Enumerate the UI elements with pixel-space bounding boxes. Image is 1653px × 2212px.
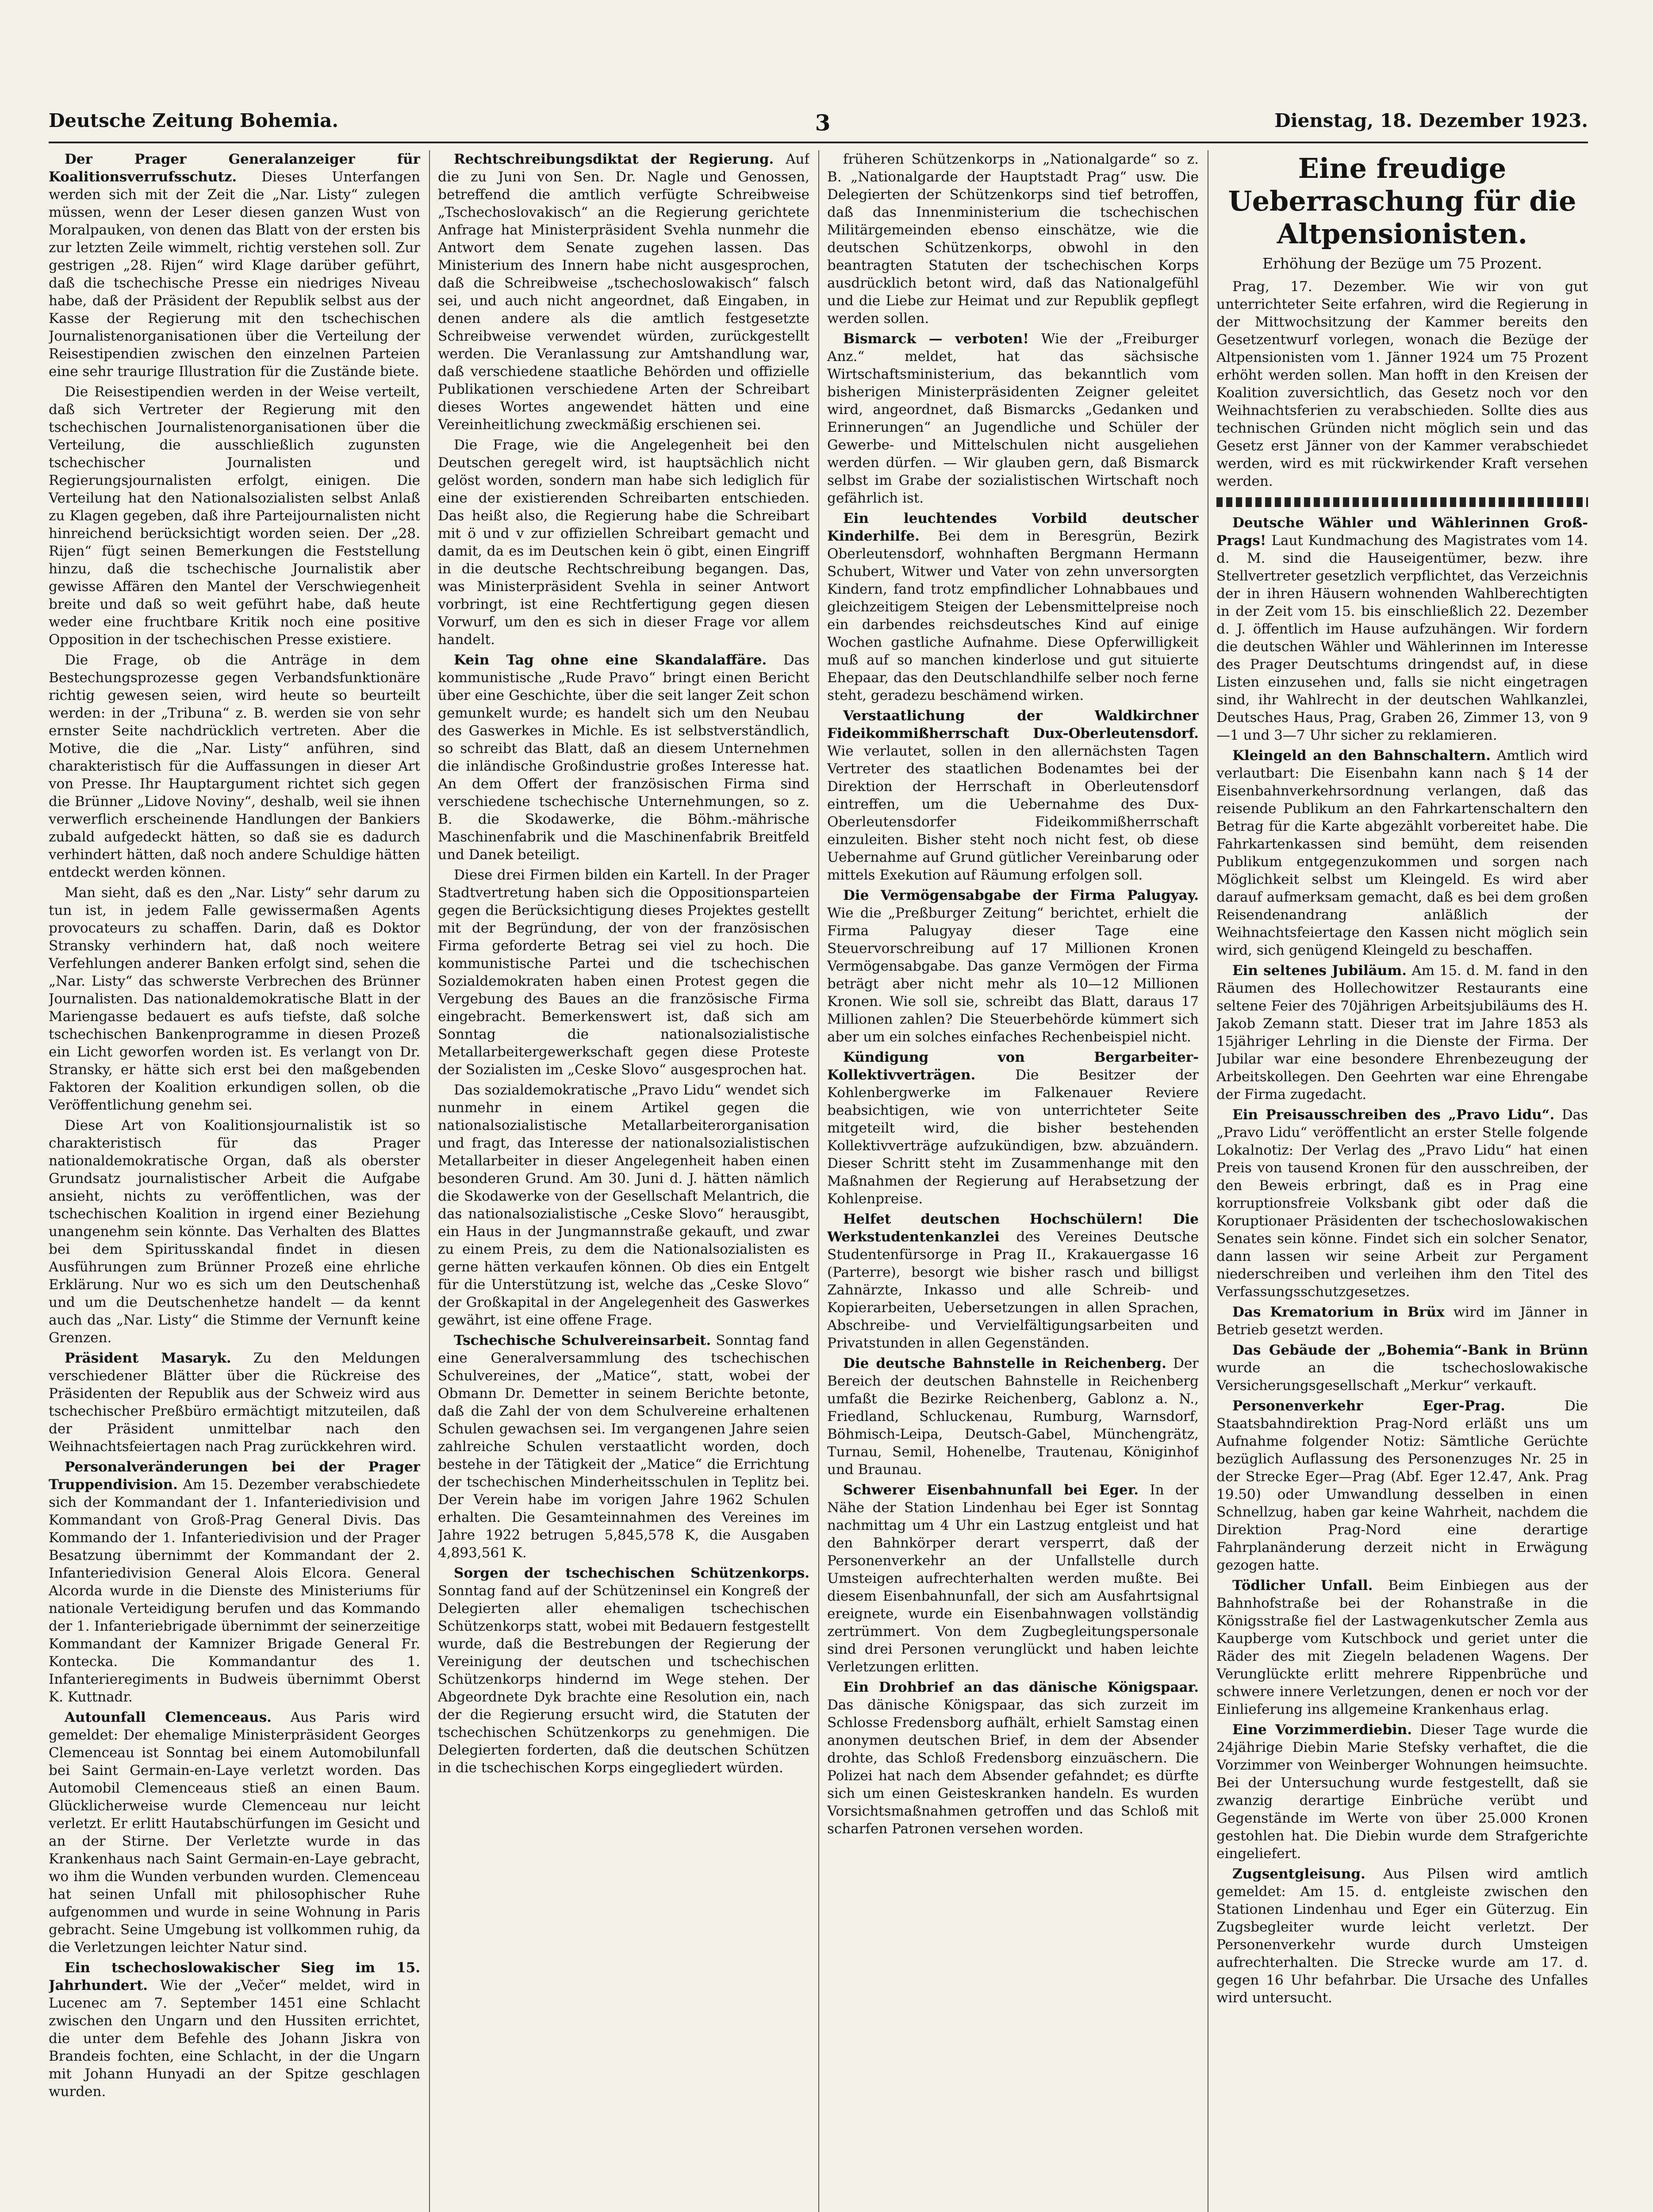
article-paragraph (827, 510, 1199, 704)
article-text: Am 15. d. M. fand in den Räumen des Hollechowitzer Restaurants eine seltene Feier des 70jährigen Arbeitsjubiläums des H. Jakob Zemann statt. Dieser trat im Jahre 1853 als 15jähriger Lehrling in die Dienste der Firma. Der Jubilar war eine besondere Ehrenbezeugung der Arbeitskollegen. Den Geehrten war eine Ehrengabe der Firma zugedacht. (1216, 963, 1588, 1102)
article-text: Wie die „Preßburger Zeitung“ berichtet, erhielt die Firma Palugyay dieser Tage eine Steuervorschreibung auf 17 Millionen Kronen Vermögensabgabe. Das ganze Vermögen der Firma beträgt aber nicht mehr als 10—12 Millionen Kronen. Wie soll sie, schreibt das Blatt, daraus 17 Millionen zahlen? Die Steuerbehörde kümmert sich aber um ein solches einfaches Rechenbeispiel nicht. (827, 905, 1199, 1045)
article-text: Das dänische Königspaar, das sich zurzeit im Schlosse Fredensborg aufhält, erhielt Samstag einen anonymen deutschen Brief, in dem der Absender drohte, das Schloß Fredensborg einzuäschern. Die Polizei hat nach dem Absender gefahndet; es dürfte sich um einen Geisteskranken handeln. Es wurden Vorsichtsmaßnahmen getroffen und das Schloß mit scharfen Patronen versehen worden. (827, 1697, 1199, 1837)
article-paragraph (1216, 1721, 1588, 1863)
article-paragraph (827, 1210, 1199, 1352)
article-heading: Das Krematorium in Brüx (1232, 1304, 1445, 1320)
article-text: Das „Pravo Lidu“ veröffentlicht an erster Stelle folgende Lokalnotiz: Der Verlag des „Pravo Lidu“ hat einen Preis von tausend Kronen für den ausschreiben, der den Beweis erbringt, daß es in Prag eine korruptionsfreie Volksbank gibt oder daß die Koruptionaer Präsidenten der tschechoslowakischen Senates sein könne. Findet sich ein solcher Senator, dann lassen wir seine Arbeit zur Pergament niederschreiben und verleihen ihm den Titel des Verfassungsschutzgesetzes. (1216, 1107, 1588, 1300)
article-columns (49, 150, 1588, 2212)
article-text: Die Reisestipendien werden in der Weise verteilt, daß sich Vertreter der Regierung mit den tschechischen Journalistenorganisationen über die Verteilung, die ausschließlich zugunsten tschechischer Journalisten und Regierungsjournalisten erfolgt, einigen. Die Verteilung hat den Nationalsozialisten selbst Anlaß zu Klagen gegeben, daß ihre Parteijournalisten nicht hinreichend berücksichtigt worden seien. Der „28. Rijen“ fügt seinen Bemerkungen die Feststellung hinzu, daß die tschechische Journalistik aber gewisse Affären den Mantel der Verschwiegenheit breite und daß so weit geführt habe, daß heute weder eine fruchtbare Kritik noch eine positive Opposition in der tschechischen Presse existiere. (49, 384, 420, 648)
article-heading: Verstaatlichung der Waldkirchner Fideikommißherrschaft Dux-Oberleutensdorf. (827, 708, 1199, 741)
article-paragraph (1216, 1397, 1588, 1574)
article-text: Die Besitzer der Kohlenbergwerke im Falkenauer Reviere beabsichtigen, wie von unterrichteter Seite mitgeteilt wird, die bisher bestehenden Kollektivverträge aufzukündigen, bzw. abzuändern. Dieser Schritt steht im Zusammenhange mit den Maßnahmen der Regierung auf Herabsetzung der Kohlenpreise. (827, 1067, 1199, 1207)
paper-name: Deutsche Zeitung Bohemia. (49, 110, 338, 131)
page-header (49, 106, 1588, 143)
article-text: Die Staatsbahndirektion Prag-Nord erläßt uns um Aufnahme folgender Notiz: Sämtliche Gerüchte bezüglich Auflassung des Personenzuges Nr. 25 in der Strecke Eger—Prag (Abf. Eger 12.47, Ank. Prag 19.50) oder Umwandlung desselben in einen Schnellzug, haben gar keine Wahrheit, nachdem die Direktion Prag-Nord eine derartige Fahrplanänderung derzeit nicht in Erwägung gezogen hatte. (1216, 1398, 1588, 1573)
article-paragraph (438, 1332, 809, 1562)
article-paragraph (438, 651, 809, 864)
article-heading: Präsident Masaryk. (65, 1350, 231, 1366)
article-text: Die Frage, ob die Anträge in dem Bestechungsprozesse gegen Verbandsfunktionäre richtig gewesen seien, wird heute so beurteilt werden: in der „Tribuna“ z. B. werden sie von sehr ernster Seite nachdrücklich vertreten. Aber die Motive, die die „Nar. Listy“ anführen, sind charakteristisch für die Auffassungen in dieser Art von Presse. Ihr Hauptargument richtet sich gegen die Brünner „Lidove Noviny“, deshalb, weil sie ihnen verwerflich erscheinende Handlungen der Bankiers zubald aufgedeckt hätten, so daß sie es dadurch verhindert hätten, daß noch andere Schuldige hätten entdeckt werden können. (49, 652, 420, 880)
column-4 (1216, 150, 1588, 2212)
article-text: Aus Paris wird gemeldet: Der ehemalige Ministerpräsident Georges Clemenceau ist Sonntag bei einem Automobilunfall bei Saint Germain-en-Laye verletzt worden. Das Automobil Clemenceaus stieß an einen Baum. Glücklicherweise wurde Clemenceau nur leicht verletzt. Er erlitt Hautabschürfungen im Gesicht und an der Stirne. Der Verletzte wurde in das Krankenhaus nach Saint Germain-en-Laye gebracht, wo ihm die Wunden verbunden wurden. Clemenceau hat seinen Unfall mit philosophischer Ruhe aufgenommen und wurde in seine Wohnung in Paris gebracht. Seine Umgebung ist vollkommen ruhig, da die Verletzungen leichter Natur sind. (49, 1709, 420, 1955)
article-paragraph (49, 1458, 420, 1706)
article-heading: Ein Drohbrief an das dänische Königspaar. (843, 1679, 1199, 1695)
article-paragraph (827, 1481, 1199, 1676)
article-heading: Zugsentgleisung. (1232, 1866, 1365, 1882)
article-paragraph (49, 383, 420, 649)
article-text: Prag, 17. Dezember. Wie wir von gut unterrichteter Seite erfahren, wird die Regierung in der Mittwochsitzung der Kammer bereits den Gesetzentwurf vorlegen, wonach die Bezüge der Altpensionisten vom 1. Jänner 1924 um 75 Prozent erhöht werden sollen. Man hofft in den Kreisen der Koalition zuversichtlich, das Gesetz noch vor den Weihnachtsferien zu verabschieden. Sollte dies aus technischen Gründen nicht möglich sein und das Gesetz erst Jänner von der Kammer verabschiedet werden, wird es mit rückwirkender Kraft versehen werden. (1216, 279, 1588, 489)
article-paragraph (49, 1117, 420, 1347)
article-paragraph (1216, 962, 1588, 1103)
column-1 (49, 150, 420, 2212)
column-rule (429, 150, 430, 2212)
page-number: 3 (815, 110, 831, 136)
article-text: Dieses Unterfangen werden sich mit der Zeit die „Nar. Listy“ zulegen müssen, wenn der Leser diesen ganzen Wust von Moralpauken, von denen das Blatt von der ersten bis zur letzten Zeile wimmelt, richtig verstehen soll. Zur gestrigen „28. Rijen“ wird Klage darüber geführt, daß die tschechische Presse ein niedriges Niveau habe, daß der Präsident der Republik selbst aus der Kasse der Regierung mit den tschechischen Journalistenorganisationen über die Verteilung der Reisestipendien zwischen den einzelnen Parteien eine sehr traurige Illustration für die Zustände biete. (49, 169, 420, 380)
article-heading: Ein tschechoslowakischer Sieg im 15. Jahrhundert. (49, 1960, 420, 1993)
lead-article-subtitle: Erhöhung der Bezüge um 75 Prozent. (1262, 255, 1542, 272)
article-text: Dieser Tage wurde die 24jährige Diebin Marie Stefsky verhaftet, die die Vorzimmer von Weinberger Wohnungen heimsuchte. Bei der Untersuchung wurde festgestellt, daß sie zwanzig derartige Einbrüche verübt und Gegenstände im Werte von über 25.000 Kronen gestohlen hat. Die Diebin wurde dem Strafgerichte eingeliefert. (1216, 1722, 1588, 1862)
article-heading: Personenverkehr Eger-Prag. (1232, 1398, 1505, 1414)
article-text: Beim Einbiegen aus der Bahnhofstraße bei der Rohanstraße in die Königsstraße fiel der Lastwagenkutscher Zemla aus Kaupberge vom Kutschbock und geriet unter die Räder des mit Ziegeln beladenen Wagens. Der Verunglückte erlitt mehrere Rippenbrüche und schwere innere Verletzungen, denen er noch vor der Einlieferung ins allgemeine Krankenhaus erlag. (1216, 1578, 1588, 1717)
article-text: Man sieht, daß es den „Nar. Listy“ sehr darum zu tun ist, in jedem Falle gewissermaßen Agents provocateurs zu schaffen. Darin, daß es Doktor Stransky verhindern hat, daß noch weitere Verfehlungen anderer Banken erfolgt sind, sehen die „Nar. Listy“ das schwerste Verbrechen des Brünner Journalisten. Das nationaldemokratische Blatt in der Mariengasse bedauert es aufs tiefste, daß solche tschechischen Bankenprogramme in diesen Prozeß ein Licht geworfen worden ist. Es verlangt von Dr. Stransky, er hätte sich erst bei den maßgebenden Faktoren der Koalition erkundigen sollen, ob die Veröffentlichung genehm sei. (49, 885, 420, 1113)
article-text: Auf die zu Juni von Sen. Dr. Nagle und Genossen, betreffend die amtlich verfügte Schreibweise „Tschechoslovakisch“ an die Regierung gerichtete Anfrage hat Ministerpräsident Svehla nunmehr die Antwort dem Senate zugehen lassen. Das Ministerium des Innern habe nicht ausgesprochen, daß die Schreibweise „tschechoslowakisch“ falsch sei, und auch nicht angeordnet, daß Eingaben, in denen andere als die amtlich festgesetzte Schreibweise verwendet würden, zurückgestellt werden. Die Veranlassung zur Amtshandlung war, daß verschiedene staatliche Behörden und offizielle Publikationen verschiedene Arten der Schreibart dieses Wortes angewendet hätten und eine Vereinheitlichung zweckmäßig erschienen sei. (438, 151, 809, 433)
article-heading: Schwerer Eisenbahnunfall bei Eger. (843, 1482, 1139, 1498)
article-paragraph (827, 150, 1199, 327)
lead-article-title: Eine freudige Ueberraschung für die Altpensionisten. (1228, 152, 1576, 250)
article-paragraph (49, 884, 420, 1114)
article-heading: Der Prager Generalanzeiger für Koalitionsverrufsschutz. (49, 151, 420, 185)
article-heading: Ein seltenes Jubiläum. (1232, 963, 1407, 979)
article-paragraph (438, 436, 809, 649)
article-paragraph (438, 1081, 809, 1329)
article-heading: Bismarck — verboten! (843, 331, 1029, 347)
article-heading: Ein leuchtendes Vorbild deutscher Kinderhilfe. (827, 511, 1199, 544)
article-text: Wie verlautet, sollen in den allernächsten Tagen Vertreter des staatlichen Bodenamtes bei der Direktion der Herrschaft in Oberleutensdorf eintreffen, um die Uebernahme des Dux-Oberleutensdorfer Fideikommißherrschaft einzuleiten. Bisher steht noch nicht fest, ob diese Uebernahme auf Grund gütlicher Vereinbarung oder mittels Exekution auf Räumung erfolgen soll. (827, 743, 1199, 883)
article-heading: Das Gebäude der „Bohemia“-Bank in Brünn (1232, 1342, 1588, 1358)
article-text: Wie der „Večer“ meldet, wird in Lucenec am 7. September 1451 eine Schlacht zwischen den Ungarn und den Hussiten errichtet, die unter dem Befehle des Johann Jiskra von Brandeis fochten, eine Schlacht, in der die Ungarn mit Johann Hunyadi an der Spitze geschlagen wurden. (49, 1978, 420, 2100)
article-text: Der Bereich der deutschen Bahnstelle in Reichenberg umfaßt die Bezirke Reichenberg, Gablonz a. N., Friedland, Schluckenau, Rumburg, Warnsdorf, Böhmisch-Leipa, Deutsch-Gabel, Münchengrätz, Turnau, Semil, Hohenelbe, Trautenau, Königinhof und Braunau. (827, 1356, 1199, 1478)
article-text: Bei dem in Beresgrün, Bezirk Oberleutensdorf, wohnhaften Bergmann Hermann Schubert, Witwer und Vater von zehn unversorgten Kindern, fand trotz empfindlicher Lohnabbaues und gleichzeitigem Steigen der Lebensmittelpreise noch ein darbendes reichsdeutsches Kind auf einige Wochen gastliche Aufnahme. Diese Opferwilligkeit muß auf so manchen kinderlose und gut situierte Ehepaar, das den Deutschlandhilfe selber noch ferne steht, geradezu beschämend wirken. (827, 528, 1199, 703)
article-paragraph (1216, 1303, 1588, 1339)
article-text: Die Frage, wie die Angelegenheit bei den Deutschen geregelt wird, ist hauptsächlich nicht gelöst worden, sondern man habe sich lediglich für eine der existierenden Schreibarten entschieden. Das heißt also, die Regierung habe die Schreibart mit ö und v zur offiziellen Schreibart gemacht und damit, da es im Deutschen kein ö gibt, einen Eingriff in die deutsche Rechtschreibung begangen. Das, was Ministerpräsident Svehla in seiner Antwort vorbringt, ist eine Rechtfertigung gegen diesen Vorwurf, um den es sich in dieser Frage vor allem handelt. (438, 437, 809, 648)
article-paragraph (438, 866, 809, 1079)
article-text: In der Nähe der Station Lindenhau bei Eger ist Sonntag nachmittag um 4 Uhr ein Lastzug entgleist und hat den Bahnkörper derart versperrt, daß der Personenverkehr an der Unfallstelle durch Umsteigen aufrechterhalten werden mußte. Bei diesem Eisenbahnunfall, der sich am Ausfahrtsignal ereignete, wurde ein Eisenbahnwagen vollständig zertrümmert. Von dem Zugbegleitungspersonale sind drei Personen verunglückt und haben leichte Verletzungen erlitten. (827, 1482, 1199, 1675)
article-text: Zu den Meldungen verschiedener Blätter über die Rückreise des Präsidenten der Republik aus der Schweiz wird aus tschechischer Preßbüro ermächtigt mitzuteilen, daß der Präsident unmittelbar nach den Weihnachtsfeiertagen nach Prag zurückkehren wird. (49, 1350, 420, 1455)
section-separator (1216, 497, 1588, 507)
article-heading: Eine Vorzimmerdiebin. (1232, 1722, 1412, 1738)
article-paragraph (1216, 1106, 1588, 1301)
article-text: Diese Art von Koalitionsjournalistik ist so charakteristisch für das Prager nationaldemokratische Organ, daß als oberster Grundsatz journalistischer Arbeit die Aufgabe ansieht, nichts zu veröffentlichen, was der tschechischen Koalition in irgend einer Beziehung unangenehm sein könnte. Das Verhalten des Blattes bei dem Spiritusskandal findet in diesen Ausführungen zum Brünner Prozeß eine ehrliche Erklärung. Nur wo es sich um den Deutschenhaß und um die Deutschenhetze handelt — da kennt auch das „Nar. Listy“ die Stimme der Vernunft keine Grenzen. (49, 1118, 420, 1346)
article-paragraph (49, 1349, 420, 1455)
article-paragraph (438, 1564, 809, 1777)
article-paragraph (827, 1048, 1199, 1208)
article-text: Amtlich wird verlautbart: Die Eisenbahn kann nach § 14 der Eisenbahnverkehrsordnung verlangen, daß das reisende Publikum an den Fahrkartenschaltern den Betrag für die Karte abgezählt vorbereitet habe. Die Fahrkartenkassen sind bemüht, dem reisenden Publikum entgegenzukommen und sorgen nach Möglichkeit selbst um Kleingeld. Es wird aber darauf aufmerksam gemacht, daß es bei dem großen Reisendenandrang anläßlich der Weihnachtsfeiertage den Kassen nicht möglich sein wird, sich genügend Kleingeld zu beschaffen. (1216, 748, 1588, 958)
article-heading: Personalveränderungen bei der Prager Truppendivision. (49, 1459, 420, 1493)
article-text: Sonntag fand auf der Schützeninsel ein Kongreß der Delegierten aller ehemaligen tschechischen Schützenkorps statt, wobei mit Bedauern festgestellt wurde, daß die Bestrebungen der Regierung der Vereinigung der deutschen und tschechischen Schützenkorps hindernd im Wege stehen. Der Abgeordnete Dyk brachte eine Resolution ein, nach der die Regierung ersucht wird, die Statuten der tschechischen Schützenkorps zu genehmigen. Die Delegierten forderten, daß die deutschen Schützen in die tschechischen Korps eingegliedert würden. (438, 1583, 809, 1776)
article-heading: Die deutsche Bahnstelle in Reichenberg. (843, 1356, 1166, 1371)
article-text: wird im Jänner in Betrieb gesetzt werden. (1216, 1304, 1588, 1338)
article-heading: Helfet deutschen Hochschülern! Die Werkstudentenkanzlei (827, 1211, 1199, 1245)
article-paragraph (1216, 747, 1588, 959)
article-heading: Autounfall Clemenceaus. (65, 1709, 272, 1725)
column-3 (827, 150, 1199, 2212)
article-paragraph (1216, 1865, 1588, 2007)
article-paragraph (49, 651, 420, 881)
article-text: Wie der „Freiburger Anz.“ meldet, hat das sächsische Wirtschaftsministerium, das bekanntlich vom bisherigen Ministerpräsidenten Zeigner geleitet wird, angeordnet, daß Bismarcks „Gedanken und Erinnerungen“ an Jugendliche und Schüler der Gewerbe- und Mittelschulen nicht ausgeliehen werden dürfen. — Wir glauben gern, daß Bismarck selbst im Grabe der sozialistischen Wirtschaft noch gefährlich ist. (827, 331, 1199, 506)
article-text: wurde an die tschechoslowakische Versicherungsgesellschaft „Merkur“ verkauft. (1216, 1360, 1588, 1394)
article-text: früheren Schützenkorps in „Nationalgarde“ so z. B. „Nationalgarde der Hauptstadt Prag“ usw. Die Delegierten der Schützenkorps sind tief betroffen, daß das Innenministerium die tschechischen Militärgemeinden ebenso einschätze, wie die deutschen Schützenkorps, obwohl in den beantragten Statuten der tschechischen Korps ausdrücklich betont wird, daß das Nationalgefühl und die Liebe zur Heimat und zur Republik gepflegt werden sollen. (827, 151, 1199, 326)
article-heading: Die Vermögensabgabe der Firma Palugyay. (843, 887, 1199, 903)
article-heading: Tschechische Schulvereinsarbeit. (454, 1333, 711, 1348)
article-text: Das kommunistische „Rude Pravo“ bringt einen Bericht über eine Geschichte, über die seit langer Zeit schon gemunkelt wurde; es handelt sich um den Neubau des Gaswerkes in Michle. Es ist selbstverständlich, so schreibt das Blatt, daß an diesem Unternehmen die inländische Großindustrie großes Interesse hat. An dem Offert der französischen Firma sind verschiedene tschechische Unternehmungen, so z. B. die Skodawerke, die Böhm.-mährische Maschinenfabrik und die Maschinenfabrik Breitfeld und Danek beteiligt. (438, 652, 809, 863)
article-paragraph (827, 707, 1199, 884)
article-paragraph (827, 1678, 1199, 1838)
article-heading: Kein Tag ohne eine Skandalaffäre. (454, 652, 767, 668)
article-paragraph (827, 1355, 1199, 1479)
article-paragraph (49, 1959, 420, 2101)
column-2 (438, 150, 809, 2212)
article-paragraph (1216, 1341, 1588, 1394)
article-text: Aus Pilsen wird amtlich gemeldet: Am 15. d. entgleiste zwischen den Stationen Lindenhau und Eger ein Güterzug. Ein Zugsbegleiter wurde leicht verletzt. Der Personenverkehr wurde durch Umsteigen aufrechterhalten. Die Strecke wurde am 17. d. gegen 16 Uhr befahrbar. Die Ursache des Unfalles wird untersucht. (1216, 1866, 1588, 2006)
article-paragraph (438, 150, 809, 434)
article-paragraph (827, 330, 1199, 507)
article-heading: Kleingeld an den Bahnschaltern. (1232, 748, 1491, 764)
column-4-items (1216, 278, 1588, 2007)
article-text: des Vereines Deutsche Studentenfürsorge in Prag II., Krakauergasse 16 (Parterre), besorgt wie bisher rasch und billigst Zahnärzte, Inkasso und alle Schreib- und Kopierarbeiten, Uebersetzungen in allen Sprachen, Abschreibe- und Vervielfältigungsarbeiten und Privatstunden in allen Gegenständen. (827, 1229, 1199, 1351)
article-text: Am 15. Dezember verabschiedete sich der Kommandant der 1. Infanteriedivision und Kommandant von Groß-Prag General Divis. Das Kommando der 1. Infanteriedivision und der Prager Besatzung übernimmt der Kommandant der 2. Infanteriedivision General Alois Elcora. General Alcorda wurde in die Dienste des Ministeriums für nationale Verteidigung berufen und das Kommando der 1. Infanteriebrigade übernimmt der seinerzeitige Kommandant der Kamnizer Brigade General Fr. Kontecka. Die Kommandantur des 1. Infanterieregiments in Budweis übernimmt Oberst K. Kuttnadr. (49, 1477, 420, 1705)
article-heading: Rechtschreibungsdiktat der Regierung. (454, 151, 774, 167)
article-text: Das sozialdemokratische „Pravo Lidu“ wendet sich nunmehr in einem Artikel gegen die nationalsozialistische Metallarbeiterorganisation und fragt, das Interesse der nationalsozialistischen Metallarbeiter in dieser Angelegenheit haben einen besonderen Grund. Am 30. Juni d. J. hätten nämlich die Skodawerke von der Gesellschaft Melantrich, die das nationalsozialistische „Ceske Slovo“ herausgibt, ein Haus in der Jungmannstraße gekauft, und zwar zu einem Preis, zu dem die Nationalsozialisten es gerne hätten verkaufen können. Ob dies ein Entgelt für die Unterstützung ist, welche das „Ceske Slovo“ der Großkapital in der Angelegenheit des Gaswerkes gewährt, ist eine offene Frage. (438, 1082, 809, 1328)
article-paragraph (1216, 278, 1588, 490)
article-text: Diese drei Firmen bilden ein Kartell. In der Prager Stadtvertretung haben sich die Oppositionsparteien gegen die Berücksichtigung dieses Projektes gestellt mit der Begründung, der von der französischen Firma geforderte Betrag sei viel zu hoch. Die kommunistische Partei und die tschechischen Sozialdemokraten haben einen Protest gegen die Vergebung des Baues an die französische Firma eingebracht. Bemerkenswert ist, daß sich am Sonntag die nationalsozialistische Metallarbeitergewerkschaft gegen diese Proteste der Sozialisten im „Ceske Slovo“ ausgesprochen hat. (438, 867, 809, 1078)
article-paragraph (49, 1709, 420, 1956)
article-text: Laut Kundmachung des Magistrates vom 14. d. M. sind die Hauseigentümer, bezw. ihre Stellvertreter gesetzlich verpflichtet, das Verzeichnis der in ihren Häusern wohnenden Wahlberechtigten in der Zeit vom 15. bis einschließlich 22. Dezember d. J. öffentlich im Hause aufzuhängen. Wir fordern die deutschen Wähler und Wählerinnen im Interesse des Prager Deutschtums dringendst auf, in diese Listen einzusehen und, falls sie nicht eingetragen sind, ihr Wahlrecht in der deutschen Wahlkanzlei, Deutsches Haus, Prag, Graben 26, Zimmer 13, von 9—1 und 3—7 Uhr sicher zu reklamieren. (1216, 533, 1588, 743)
article-paragraph (827, 887, 1199, 1046)
article-heading: Kündigung von Bergarbeiter-Kollektivverträgen. (827, 1049, 1199, 1083)
article-paragraph (49, 150, 420, 380)
article-paragraph (1216, 514, 1588, 744)
article-heading: Tödlicher Unfall. (1232, 1578, 1373, 1594)
article-heading: Ein Preisausschreiben des „Pravo Lidu“. (1232, 1107, 1555, 1123)
article-text: Sonntag fand eine Generalversammlung des tschechischen Schulvereines, der „Matice“, statt, wobei der Obmann Dr. Demetter in seinem Berichte betonte, daß die Zahl der von dem Schulvereine erhaltenen Schulen gewachsen sei. Im vergangenen Jahre seien zahlreiche Schulen verstaatlicht worden, doch bestehe in der Tätigkeit der „Matice“ die Errichtung der tschechischen Minderheitsschulen in Teplitz bei. Der Verein habe im vorigen Jahre 1962 Schulen erhalten. Die Gesamteinnahmen des Vereines im Jahre 1922 betrugen 5,845,578 K, die Ausgaben 4,893,561 K. (438, 1333, 809, 1561)
issue-date: Dienstag, 18. Dezember 1923. (1274, 110, 1588, 131)
column-rule (818, 150, 819, 2212)
article-paragraph (1216, 1577, 1588, 1718)
article-heading: Sorgen der tschechischen Schützenkorps. (454, 1565, 809, 1581)
article-heading: Deutsche Wähler und Wählerinnen Groß-Prags! (1216, 515, 1588, 549)
